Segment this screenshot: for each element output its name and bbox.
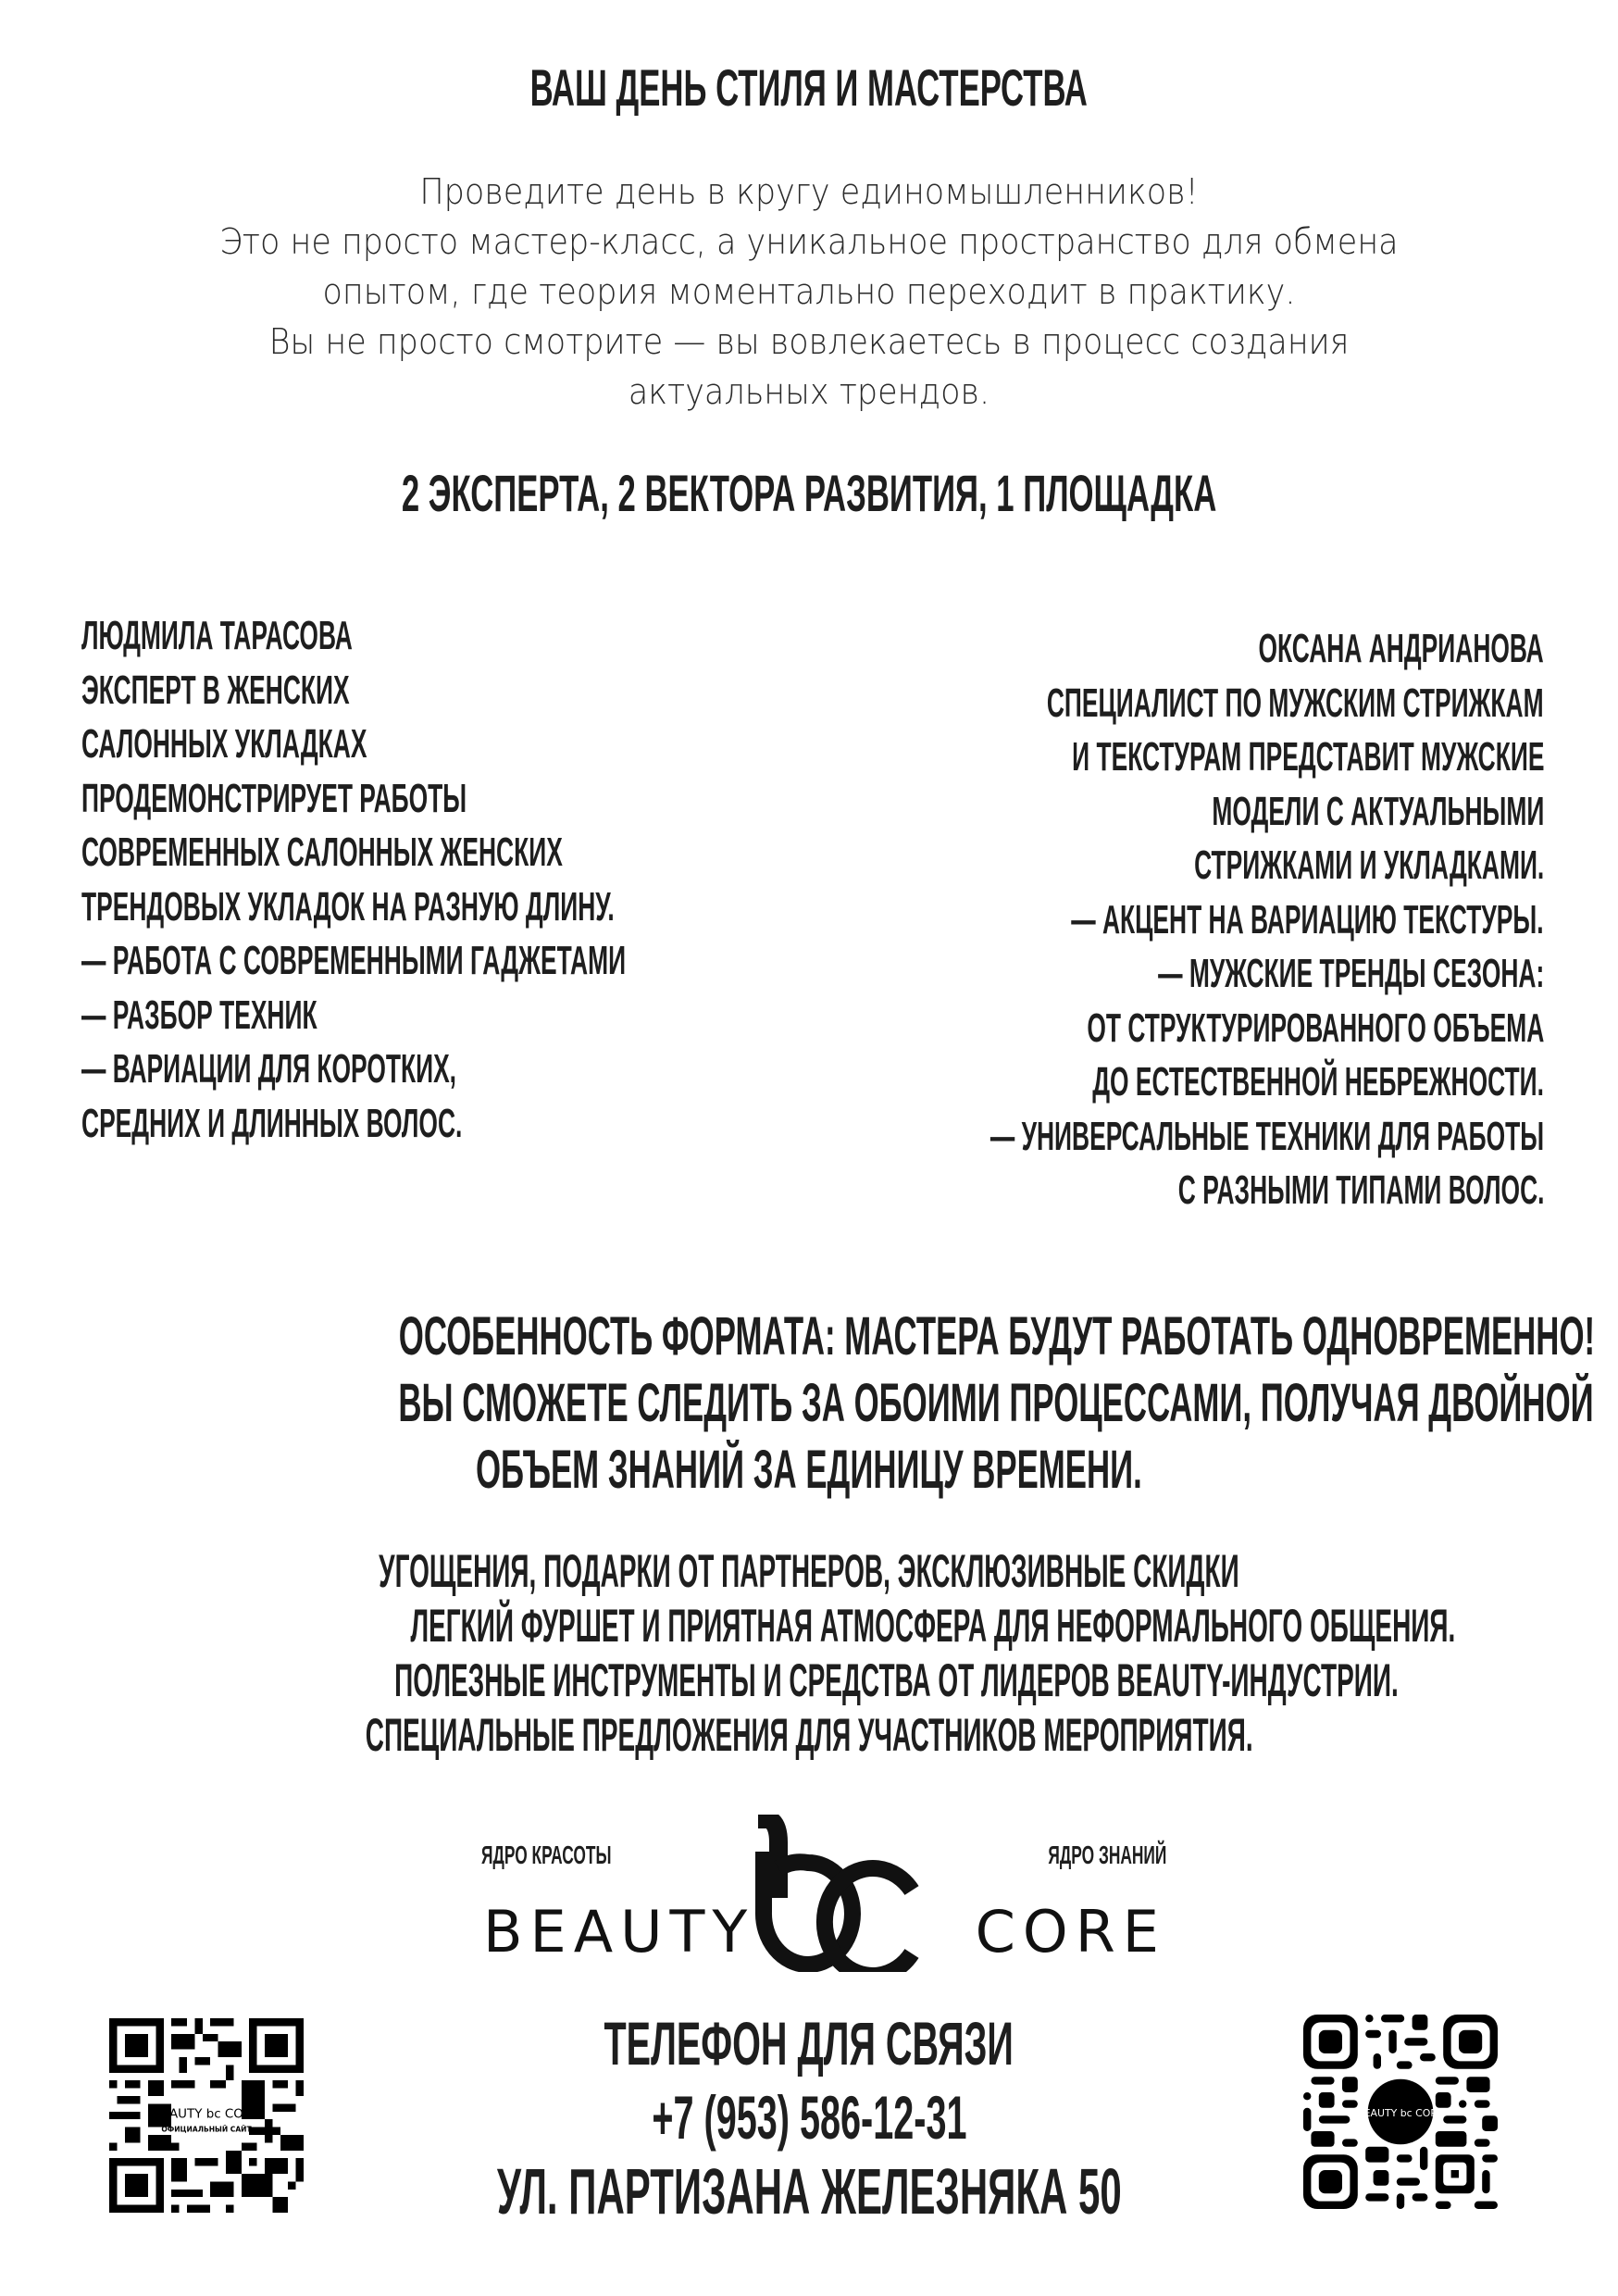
page-title bbox=[0, 57, 1618, 119]
expert-right-line: ДО ЕСТЕСТВЕННОЙ НЕБРЕЖНОСТИ. bbox=[1092, 1059, 1544, 1104]
format-line: ОБЪЕМ ЗНАНИЙ ЗА ЕДИНИЦУ ВРЕМЕНИ. bbox=[476, 1440, 1142, 1500]
expert-left-name: ЛЮДМИЛА ТАРАСОВА bbox=[81, 613, 353, 658]
tagline-heading bbox=[0, 463, 1618, 524]
contact-phone: +7 (953) 586-12-31 bbox=[651, 2083, 967, 2152]
format-note bbox=[0, 1304, 1618, 1504]
perk-line: ПОЛЕЗНЫЕ ИНСТРУМЕНТЫ И СРЕДСТВА ОТ ЛИДЕРОВ BEAUTY-ИНДУСТРИИ. bbox=[394, 1654, 1399, 1706]
logo-word-beauty: BEAUTY bbox=[483, 1898, 755, 1965]
expert-left-line: СОВРЕМЕННЫХ САЛОННЫХ ЖЕНСКИХ bbox=[81, 830, 563, 875]
perk-line: УГОЩЕНИЯ, ПОДАРКИ ОТ ПАРТНЕРОВ, ЭКСКЛЮЗИВНЫЕ СКИДКИ bbox=[379, 1545, 1239, 1597]
intro-line: Вы не просто смотрите — вы вовлекаетесь в процесс создания bbox=[268, 321, 1350, 362]
expert-right-block bbox=[618, 622, 1544, 1218]
expert-right-line: МОДЕЛИ С АКТУАЛЬНЫМИ bbox=[1212, 788, 1544, 834]
expert-right-name: ОКСАНА АНДРИАНОВА bbox=[1258, 626, 1544, 671]
intro-paragraph bbox=[0, 167, 1618, 417]
perk-line: ЛЕГКИЙ ФУРШЕТ И ПРИЯТНАЯ АТМОСФЕРА ДЛЯ НЕФОРМАЛЬНОГО ОБЩЕНИЯ. bbox=[410, 1600, 1456, 1652]
expert-right-line: И ТЕКСТУРАМ ПРЕДСТАВИТ МУЖСКИЕ bbox=[1071, 734, 1544, 780]
beauty-core-logo bbox=[481, 1815, 1166, 1972]
contact-label: ТЕЛЕФОН ДЛЯ СВЯЗИ bbox=[604, 2009, 1014, 2078]
intro-line: опытом, где теория моментально переходит в практику. bbox=[322, 271, 1296, 312]
intro-line: Это не просто мастер-класс, а уникальное пространство для обмена bbox=[219, 221, 1399, 262]
expert-left-line: ТРЕНДОВЫХ УКЛАДОК НА РАЗНУЮ ДЛИНУ. bbox=[81, 883, 615, 930]
expert-left-bullet: — РАБОТА С СОВРЕМЕННЫМИ ГАДЖЕТАМИ bbox=[81, 938, 627, 983]
expert-left-line: ЭКСПЕРТ В ЖЕНСКИХ bbox=[81, 667, 350, 713]
expert-left-line: ПРОДЕМОНСТРИРУЕТ РАБОТЫ bbox=[81, 775, 467, 821]
expert-right-line: СПЕЦИАЛИСТ ПО МУЖСКИМ СТРИЖКАМ bbox=[1047, 680, 1544, 726]
qr-code-icon[interactable] bbox=[1303, 2015, 1498, 2209]
expert-right-line: СТРИЖКАМИ И УКЛАДКАМИ. bbox=[1193, 842, 1544, 888]
perks-list bbox=[0, 1544, 1618, 1763]
expert-right-line: ОТ СТРУКТУРИРОВАННОГО ОБЪЕМА bbox=[1086, 1004, 1544, 1051]
expert-left-bullet: — ВАРИАЦИИ ДЛЯ КОРОТКИХ, bbox=[81, 1046, 457, 1092]
bc-monogram-icon bbox=[736, 1815, 921, 1972]
contact-address: УЛ. ПАРТИЗАНА ЖЕЛЕЗНЯКА 50 bbox=[496, 2155, 1122, 2227]
expert-left-line: СРЕДНИХ И ДЛИННЫХ ВОЛОС. bbox=[81, 1100, 463, 1146]
logo-subtitle-left: ЯДРО КРАСОТЫ bbox=[481, 1841, 612, 1869]
expert-left-bullet: — РАЗБОР ТЕХНИК bbox=[81, 992, 317, 1038]
intro-line: Проведите день в кругу единомышленников! bbox=[419, 171, 1199, 212]
expert-right-line: С РАЗНЫМИ ТИПАМИ ВОЛОС. bbox=[1177, 1167, 1544, 1213]
logo-subtitle-right: ЯДРО ЗНАНИЙ bbox=[1048, 1841, 1166, 1869]
perk-line: СПЕЦИАЛЬНЫЕ ПРЕДЛОЖЕНИЯ ДЛЯ УЧАСТНИКОВ МЕРОПРИЯТИЯ. bbox=[365, 1709, 1253, 1761]
format-line: ВЫ СМОЖЕТЕ СЛЕДИТЬ ЗА ОБОИМИ ПРОЦЕССАМИ, ПОЛУЧАЯ ДВОЙНОЙ bbox=[398, 1373, 1594, 1433]
expert-left-line: САЛОННЫХ УКЛАДКАХ bbox=[81, 721, 367, 767]
intro-line: актуальных трендов. bbox=[628, 371, 990, 412]
expert-right-bullet: — АКЦЕНТ НА ВАРИАЦИЮ ТЕКСТУРЫ. bbox=[1071, 896, 1544, 942]
expert-right-bullet: — МУЖСКИЕ ТРЕНДЫ СЕЗОНА: bbox=[1157, 951, 1544, 996]
svg-text:BEAUTY bc CORE: BEAUTY bc CORE bbox=[153, 2107, 260, 2122]
format-line: ОСОБЕННОСТЬ ФОРМАТА: МАСТЕРА БУДУТ РАБОТАТЬ ОДНОВРЕМЕННО! bbox=[398, 1306, 1596, 1366]
page-title-text: ВАШ ДЕНЬ СТИЛЯ И МАСТЕРСТВА bbox=[529, 58, 1089, 117]
expert-right-bullet: — УНИВЕРСАЛЬНЫЕ ТЕХНИКИ ДЛЯ РАБОТЫ bbox=[989, 1113, 1544, 1159]
tagline-text: 2 ЭКСПЕРТА, 2 ВЕКТОРА РАЗВИТИЯ, 1 ПЛОЩАДКА bbox=[401, 464, 1217, 522]
logo-word-core: CORE bbox=[975, 1898, 1166, 1965]
svg-text:BEAUTY bc CORE: BEAUTY bc CORE bbox=[1357, 2107, 1444, 2120]
